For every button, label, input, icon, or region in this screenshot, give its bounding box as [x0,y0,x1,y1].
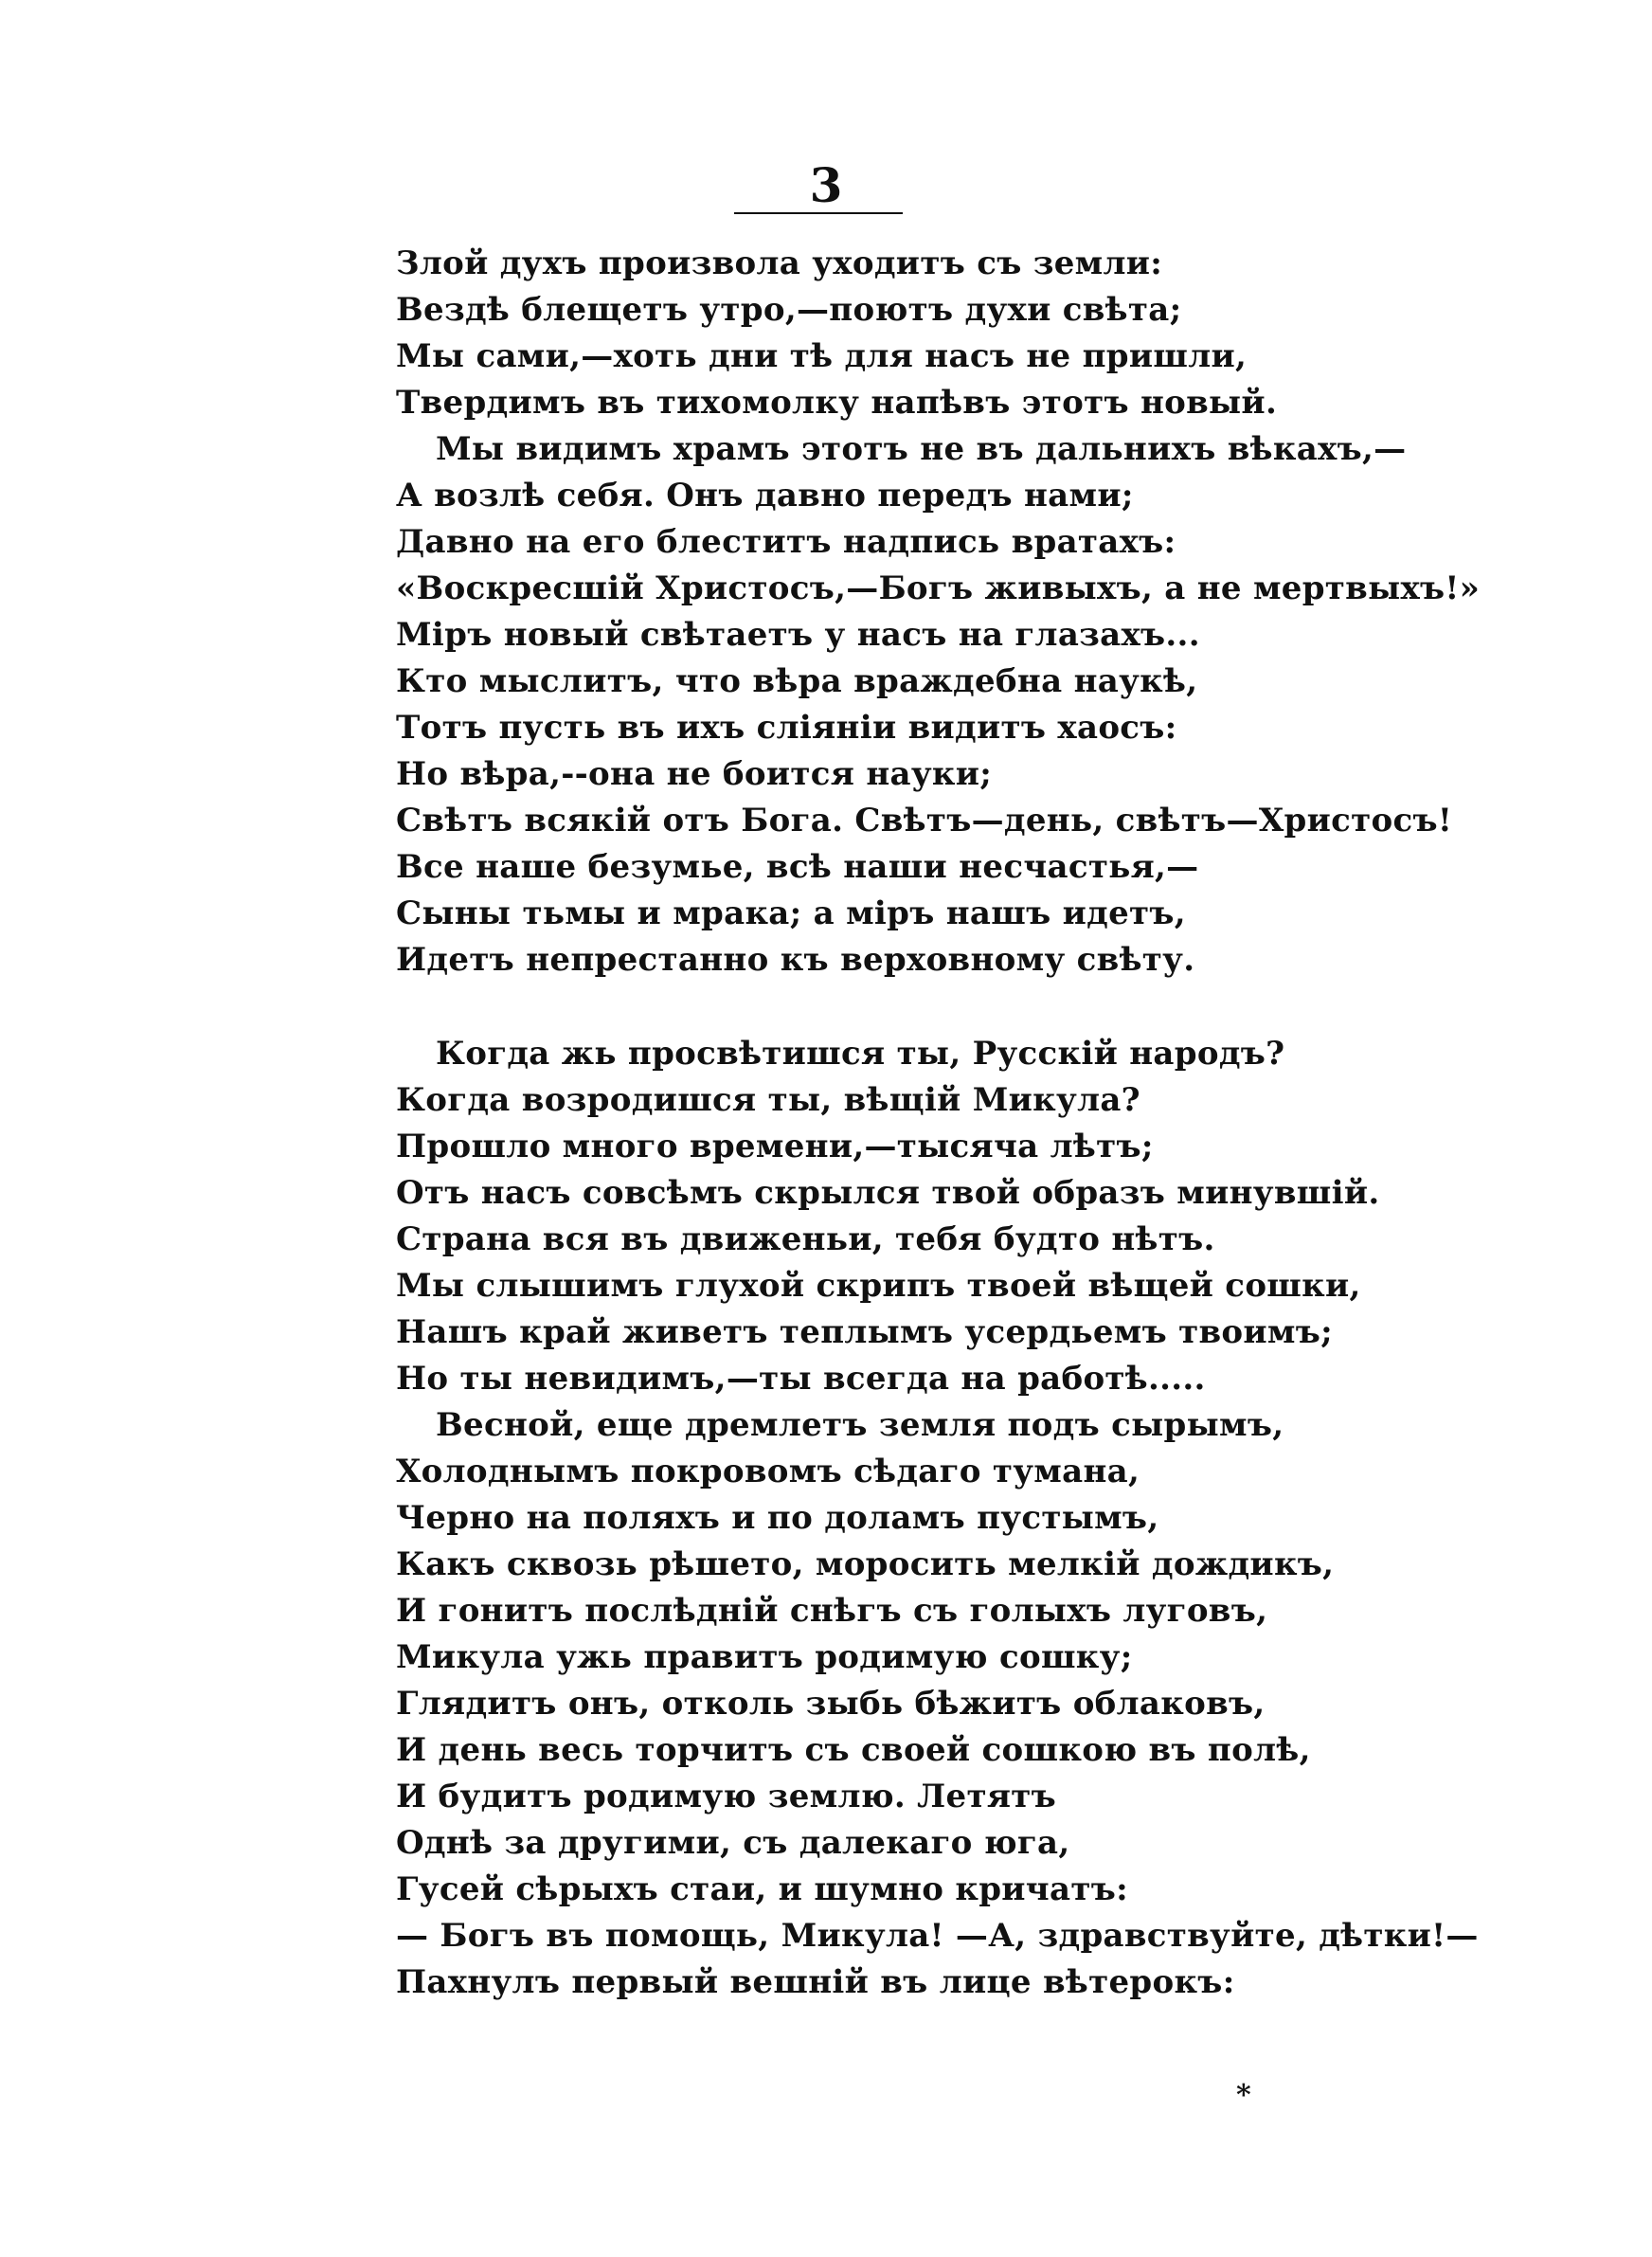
poem-line: И гонитъ послѣдній снѣгъ съ голыхъ луговъ, [396,1592,1268,1630]
poem-line: — Богъ въ помощь, Микула! —А, здравствуйте, дѣтки!— [396,1917,1479,1955]
poem-line: Міръ новый свѣтаетъ у насъ на глазахъ... [396,616,1200,654]
poem-line: Но вѣра,--она не боится науки; [396,755,993,793]
poem-line: Мы слышимъ глухой скрипъ твоей вѣщей сошки, [396,1267,1361,1305]
poem-line: Какъ сквозь рѣшето, моросить мелкій дождикъ, [396,1545,1335,1583]
poem-line: Однѣ за другими, съ далекаго юга, [396,1824,1070,1862]
poem-line: Пахнулъ первый вешній въ лице вѣтерокъ: [396,1963,1235,2001]
page-number: 3 [809,157,843,213]
poem-line: Сыны тьмы и мрака; а міръ нашъ идетъ, [396,894,1186,932]
poem-line: «Воскресшій Христосъ,—Богъ живыхъ, а не мертвыхъ!» [396,569,1481,607]
poem-line: Глядитъ онъ, отколь зыбь бѣжитъ облаковъ, [396,1685,1266,1723]
poem-line: И день весь торчитъ съ своей сошкою въ полѣ, [396,1731,1311,1769]
poem-line: Весной, еще дремлетъ земля подъ сырымъ, [436,1406,1284,1444]
poem-line: Кто мыслитъ, что вѣра враждебна наукѣ, [396,662,1198,700]
signature-mark: * [1236,2079,1251,2112]
poem-line: Когда жь просвѣтишся ты, Русскій народъ? [436,1035,1285,1073]
poem-line: Идетъ непрестанно къ верховному свѣту. [396,941,1195,979]
poem-line: Все наше безумье, всѣ наши несчастья,— [396,848,1199,886]
poem-line: Мы сами,—хоть дни тѣ для насъ не пришли, [396,337,1248,375]
poem-line: И будитъ родимую землю. Летятъ [396,1778,1057,1815]
poem-line: Отъ насъ совсѣмъ скрылся твой образъ минувшій. [396,1174,1380,1212]
poem-line: Твердимъ въ тихомолку напѣвъ этотъ новый. [396,384,1278,422]
poem-line: Свѣтъ всякій отъ Бога. Свѣтъ—день, свѣтъ—Христосъ! [396,802,1453,840]
poem-line: Нашъ край живетъ теплымъ усердьемъ твоимъ; [396,1313,1333,1351]
poem-line: Но ты невидимъ,—ты всегда на работѣ..... [396,1360,1206,1398]
poem-line: Вездѣ блещетъ утро,—поютъ духи свѣта; [396,291,1182,329]
poem-line: Черно на поляхъ и по доламъ пустымъ, [396,1499,1159,1537]
poem-line: Злой духъ произвола уходитъ съ земли: [396,244,1163,282]
poem-line: Гусей сѣрыхъ стаи, и шумно кричатъ: [396,1870,1128,1908]
poem-line: Когда возродишся ты, вѣщій Микула? [396,1081,1140,1119]
poem-line: А возлѣ себя. Онъ давно передъ нами; [396,477,1134,515]
poem-line: Мы видимъ храмъ этотъ не въ дальнихъ вѣкахъ,— [436,430,1407,468]
poem-line: Прошло много времени,—тысяча лѣтъ; [396,1128,1154,1165]
poem-line: Давно на его блеститъ надпись вратахъ: [396,523,1176,561]
poem-line: Страна вся въ движеньи, тебя будто нѣтъ. [396,1220,1215,1258]
poem-line: Микула ужь правитъ родимую сошку; [396,1638,1133,1676]
poem-line: Холоднымъ покровомъ сѣдаго тумана, [396,1453,1140,1490]
poem-line: Тотъ пусть въ ихъ сліяніи видитъ хаосъ: [396,709,1177,747]
